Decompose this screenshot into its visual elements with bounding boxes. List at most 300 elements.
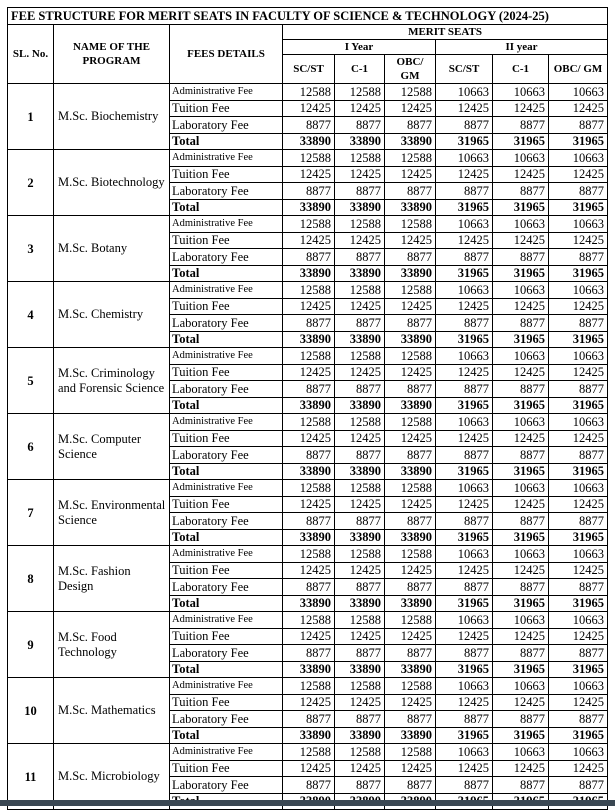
- fee-type-label: Administrative Fee: [170, 546, 283, 563]
- fee-amount: 10663: [493, 678, 549, 695]
- fee-amount: 8877: [385, 249, 436, 266]
- fee-amount: 12425: [385, 430, 436, 447]
- program-name: M.Sc. Chemistry: [54, 282, 170, 348]
- fee-amount: 12425: [493, 364, 549, 381]
- fee-amount: 12588: [283, 84, 335, 101]
- fee-amount: 10663: [493, 216, 549, 233]
- fee-amount: 12425: [283, 100, 335, 117]
- fee-amount: 10663: [493, 348, 549, 365]
- fee-amount: 12425: [436, 166, 493, 183]
- fee-type-label: Administrative Fee: [170, 282, 283, 299]
- serial-number: 8: [8, 546, 54, 612]
- total-label: Total: [170, 727, 283, 744]
- fee-amount: 12425: [335, 298, 385, 315]
- table-row: [8, 282, 608, 299]
- fee-amount: 12425: [436, 232, 493, 249]
- fee-amount: 12425: [436, 562, 493, 579]
- fee-amount: 8877: [436, 249, 493, 266]
- fee-amount: 8877: [549, 447, 608, 464]
- fee-amount: 12425: [385, 232, 436, 249]
- fee-amount: 12588: [283, 282, 335, 299]
- total-amount: 33890: [335, 727, 385, 744]
- fee-type-label: Administrative Fee: [170, 216, 283, 233]
- serial-number: 11: [8, 744, 54, 810]
- fee-type-label: Tuition Fee: [170, 166, 283, 183]
- fee-amount: 12425: [335, 364, 385, 381]
- fee-type-label: Tuition Fee: [170, 628, 283, 645]
- fee-type-label: Tuition Fee: [170, 562, 283, 579]
- total-amount: 33890: [283, 529, 335, 546]
- fee-table-body: [8, 84, 608, 810]
- category-header: C-1: [493, 55, 549, 84]
- fee-amount: 8877: [493, 315, 549, 332]
- fee-amount: 8877: [436, 447, 493, 464]
- fee-type-label: Laboratory Fee: [170, 513, 283, 530]
- fee-amount: 8877: [493, 513, 549, 530]
- fee-amount: 12425: [385, 562, 436, 579]
- fee-amount: 10663: [436, 348, 493, 365]
- page-title: FEE STRUCTURE FOR MERIT SEATS IN FACULTY OF SCIENCE & TECHNOLOGY (2024-25): [8, 8, 608, 25]
- fee-amount: 8877: [335, 711, 385, 728]
- fee-amount: 12588: [385, 282, 436, 299]
- total-amount: 33890: [283, 727, 335, 744]
- total-amount: 31965: [549, 397, 608, 414]
- total-amount: 31965: [436, 529, 493, 546]
- table-row: [8, 84, 608, 101]
- fee-amount: 10663: [436, 744, 493, 761]
- fee-amount: 12425: [335, 100, 385, 117]
- fee-type-label: Tuition Fee: [170, 760, 283, 777]
- fee-amount: 10663: [493, 282, 549, 299]
- total-amount: 31965: [493, 727, 549, 744]
- serial-number: 6: [8, 414, 54, 480]
- fee-amount: 12425: [283, 496, 335, 513]
- fee-amount: 8877: [493, 183, 549, 200]
- fees-header: FEES DETAILS: [170, 25, 283, 84]
- fee-amount: 10663: [436, 612, 493, 629]
- program-name: M.Sc. Biotechnology: [54, 150, 170, 216]
- fee-amount: 8877: [335, 249, 385, 266]
- fee-amount: 12425: [335, 760, 385, 777]
- fee-amount: 12425: [436, 694, 493, 711]
- program-name: M.Sc. Microbiology: [54, 744, 170, 810]
- total-amount: 31965: [549, 727, 608, 744]
- fee-amount: 12588: [335, 414, 385, 431]
- fee-type-label: Tuition Fee: [170, 364, 283, 381]
- fee-amount: 12425: [385, 100, 436, 117]
- program-name: M.Sc. Computer Science: [54, 414, 170, 480]
- program-name: M.Sc. Environmental Science: [54, 480, 170, 546]
- fee-amount: 12588: [283, 414, 335, 431]
- fee-amount: 8877: [283, 249, 335, 266]
- total-amount: 33890: [283, 661, 335, 678]
- fee-type-label: Laboratory Fee: [170, 315, 283, 332]
- fee-type-label: Laboratory Fee: [170, 117, 283, 134]
- fee-amount: 12425: [283, 430, 335, 447]
- fee-amount: 10663: [436, 414, 493, 431]
- total-label: Total: [170, 265, 283, 282]
- table-row: [8, 744, 608, 761]
- fee-amount: 12588: [283, 678, 335, 695]
- fee-amount: 12588: [385, 744, 436, 761]
- fee-amount: 8877: [436, 513, 493, 530]
- total-label: Total: [170, 661, 283, 678]
- fee-amount: 10663: [436, 84, 493, 101]
- fee-type-label: Administrative Fee: [170, 744, 283, 761]
- fee-amount: 12588: [385, 612, 436, 629]
- fee-amount: 10663: [436, 678, 493, 695]
- total-label: Total: [170, 133, 283, 150]
- total-amount: 31965: [493, 595, 549, 612]
- fee-amount: 12425: [549, 496, 608, 513]
- total-amount: 33890: [385, 133, 436, 150]
- fee-amount: 12425: [493, 298, 549, 315]
- fee-amount: 10663: [549, 546, 608, 563]
- fee-amount: 8877: [493, 645, 549, 662]
- total-amount: 31965: [549, 595, 608, 612]
- fee-amount: 12425: [335, 628, 385, 645]
- fee-amount: 8877: [335, 447, 385, 464]
- serial-number: 5: [8, 348, 54, 414]
- fee-amount: 8877: [436, 117, 493, 134]
- fee-amount: 12425: [283, 628, 335, 645]
- fee-amount: 10663: [493, 546, 549, 563]
- fee-amount: 10663: [493, 414, 549, 431]
- fee-amount: 12588: [385, 150, 436, 167]
- fee-amount: 12425: [385, 166, 436, 183]
- fee-amount: 10663: [549, 612, 608, 629]
- fee-amount: 12425: [385, 364, 436, 381]
- fee-amount: 12425: [385, 298, 436, 315]
- fee-amount: 12588: [335, 612, 385, 629]
- fee-amount: 12588: [283, 150, 335, 167]
- fee-type-label: Laboratory Fee: [170, 579, 283, 596]
- fee-amount: 12425: [493, 430, 549, 447]
- fee-amount: 12425: [283, 298, 335, 315]
- fee-amount: 10663: [436, 282, 493, 299]
- fee-amount: 8877: [436, 711, 493, 728]
- fee-type-label: Laboratory Fee: [170, 447, 283, 464]
- fee-amount: 10663: [436, 150, 493, 167]
- fee-amount: 8877: [385, 711, 436, 728]
- fee-amount: 8877: [436, 777, 493, 794]
- fee-amount: 8877: [549, 381, 608, 398]
- fee-amount: 12425: [493, 496, 549, 513]
- fee-amount: 8877: [549, 117, 608, 134]
- fee-amount: 10663: [549, 348, 608, 365]
- fee-amount: 12425: [549, 430, 608, 447]
- fee-amount: 12588: [335, 744, 385, 761]
- fee-amount: 8877: [283, 777, 335, 794]
- fee-amount: 8877: [335, 381, 385, 398]
- fee-amount: 12588: [385, 546, 436, 563]
- total-amount: 33890: [283, 199, 335, 216]
- total-amount: 33890: [283, 331, 335, 348]
- total-amount: 31965: [436, 331, 493, 348]
- total-label: Total: [170, 463, 283, 480]
- fee-amount: 12425: [436, 496, 493, 513]
- table-row: [8, 546, 608, 563]
- fee-amount: 12425: [436, 628, 493, 645]
- serial-number: 4: [8, 282, 54, 348]
- total-amount: 33890: [335, 529, 385, 546]
- category-header: SC/ST: [283, 55, 335, 84]
- category-header: OBC/ GM: [549, 55, 608, 84]
- total-amount: 31965: [493, 397, 549, 414]
- year2-header: II year: [436, 40, 608, 55]
- fee-amount: 12425: [335, 166, 385, 183]
- fee-amount: 10663: [549, 282, 608, 299]
- fee-amount: 12588: [335, 348, 385, 365]
- fee-amount: 8877: [283, 645, 335, 662]
- fee-amount: 12588: [385, 414, 436, 431]
- total-amount: 31965: [549, 133, 608, 150]
- total-label: Total: [170, 199, 283, 216]
- fee-amount: 10663: [549, 480, 608, 497]
- fee-type-label: Administrative Fee: [170, 84, 283, 101]
- fee-amount: 12425: [549, 298, 608, 315]
- fee-amount: 8877: [335, 117, 385, 134]
- fee-amount: 12425: [493, 628, 549, 645]
- fee-amount: 12425: [283, 232, 335, 249]
- fee-amount: 8877: [283, 315, 335, 332]
- total-amount: 31965: [549, 199, 608, 216]
- total-amount: 33890: [283, 595, 335, 612]
- fee-amount: 12588: [335, 546, 385, 563]
- fee-amount: 10663: [493, 84, 549, 101]
- fee-amount: 12425: [493, 100, 549, 117]
- fee-amount: 12425: [549, 760, 608, 777]
- fee-amount: 10663: [493, 480, 549, 497]
- fee-amount: 12425: [549, 232, 608, 249]
- fee-amount: 12588: [283, 480, 335, 497]
- fee-amount: 8877: [335, 777, 385, 794]
- fee-amount: 12425: [549, 562, 608, 579]
- total-amount: 33890: [385, 529, 436, 546]
- category-header: SC/ST: [436, 55, 493, 84]
- total-label: Total: [170, 595, 283, 612]
- merit-seats-header: MERIT SEATS: [283, 25, 608, 40]
- fee-amount: 12425: [549, 694, 608, 711]
- fee-amount: 12588: [283, 612, 335, 629]
- total-amount: 33890: [385, 727, 436, 744]
- total-amount: 33890: [335, 331, 385, 348]
- total-amount: 31965: [436, 199, 493, 216]
- fee-amount: 12588: [283, 744, 335, 761]
- fee-type-label: Tuition Fee: [170, 694, 283, 711]
- total-amount: 31965: [493, 463, 549, 480]
- fee-amount: 10663: [549, 84, 608, 101]
- fee-amount: 12425: [283, 562, 335, 579]
- total-amount: 33890: [385, 199, 436, 216]
- fee-amount: 8877: [283, 579, 335, 596]
- fee-amount: 10663: [549, 414, 608, 431]
- fee-type-label: Laboratory Fee: [170, 645, 283, 662]
- fee-amount: 8877: [283, 447, 335, 464]
- total-amount: 33890: [335, 133, 385, 150]
- program-header: NAME OF THE PROGRAM: [54, 25, 170, 84]
- total-amount: 33890: [335, 397, 385, 414]
- total-amount: 33890: [283, 133, 335, 150]
- fee-amount: 12425: [283, 364, 335, 381]
- fee-amount: 12588: [335, 282, 385, 299]
- fee-amount: 12425: [436, 100, 493, 117]
- serial-number: 1: [8, 84, 54, 150]
- fee-amount: 12425: [493, 694, 549, 711]
- fee-amount: 8877: [385, 579, 436, 596]
- fee-type-label: Laboratory Fee: [170, 777, 283, 794]
- fee-amount: 8877: [385, 513, 436, 530]
- fee-amount: 12425: [436, 298, 493, 315]
- fee-amount: 8877: [549, 711, 608, 728]
- total-amount: 31965: [436, 595, 493, 612]
- fee-amount: 8877: [549, 315, 608, 332]
- sl-header: SL. No.: [8, 25, 54, 84]
- fee-amount: 10663: [436, 216, 493, 233]
- program-name: M.Sc. Criminology and Forensic Science: [54, 348, 170, 414]
- fee-amount: 8877: [283, 117, 335, 134]
- program-name: M.Sc. Biochemistry: [54, 84, 170, 150]
- fee-type-label: Administrative Fee: [170, 480, 283, 497]
- fee-amount: 8877: [549, 249, 608, 266]
- total-amount: 33890: [335, 661, 385, 678]
- fee-type-label: Administrative Fee: [170, 150, 283, 167]
- fee-amount: 8877: [436, 579, 493, 596]
- fee-type-label: Laboratory Fee: [170, 249, 283, 266]
- fee-type-label: Administrative Fee: [170, 678, 283, 695]
- total-amount: 31965: [436, 463, 493, 480]
- fee-amount: 12588: [335, 480, 385, 497]
- fee-amount: 8877: [493, 777, 549, 794]
- fee-amount: 8877: [335, 513, 385, 530]
- fee-amount: 8877: [385, 315, 436, 332]
- total-amount: 33890: [385, 595, 436, 612]
- fee-amount: 8877: [436, 315, 493, 332]
- program-name: M.Sc. Botany: [54, 216, 170, 282]
- total-amount: 33890: [335, 265, 385, 282]
- total-amount: 31965: [436, 265, 493, 282]
- fee-amount: 8877: [549, 777, 608, 794]
- fee-amount: 8877: [549, 579, 608, 596]
- fee-amount: 12588: [283, 216, 335, 233]
- fee-amount: 12588: [385, 480, 436, 497]
- fee-amount: 10663: [436, 546, 493, 563]
- bottom-bar: [0, 800, 615, 806]
- fee-amount: 12588: [335, 678, 385, 695]
- total-amount: 31965: [493, 661, 549, 678]
- fee-amount: 8877: [493, 117, 549, 134]
- fee-amount: 12588: [335, 216, 385, 233]
- category-header: OBC/ GM: [385, 55, 436, 84]
- fee-amount: 12588: [335, 84, 385, 101]
- fee-amount: 8877: [335, 315, 385, 332]
- fee-type-label: Laboratory Fee: [170, 711, 283, 728]
- fee-amount: 12588: [385, 348, 436, 365]
- total-amount: 31965: [549, 463, 608, 480]
- fee-amount: 8877: [385, 117, 436, 134]
- fee-amount: 8877: [493, 249, 549, 266]
- fee-amount: 12425: [283, 760, 335, 777]
- total-label: Total: [170, 529, 283, 546]
- program-name: M.Sc. Food Technology: [54, 612, 170, 678]
- fee-type-label: Laboratory Fee: [170, 183, 283, 200]
- category-header: C-1: [335, 55, 385, 84]
- fee-amount: 12425: [436, 430, 493, 447]
- fee-amount: 8877: [283, 381, 335, 398]
- total-label: Total: [170, 397, 283, 414]
- total-amount: 31965: [493, 265, 549, 282]
- table-row: [8, 612, 608, 629]
- total-amount: 31965: [493, 331, 549, 348]
- fee-amount: 12588: [335, 150, 385, 167]
- total-amount: 31965: [549, 529, 608, 546]
- fee-amount: 12425: [493, 760, 549, 777]
- fee-amount: 12425: [385, 760, 436, 777]
- fee-amount: 8877: [385, 447, 436, 464]
- fee-amount: 10663: [549, 216, 608, 233]
- total-amount: 33890: [283, 463, 335, 480]
- table-row: [8, 480, 608, 497]
- fee-table: [7, 7, 608, 810]
- fee-amount: 12588: [283, 546, 335, 563]
- serial-number: 9: [8, 612, 54, 678]
- serial-number: 3: [8, 216, 54, 282]
- table-row: [8, 150, 608, 167]
- program-name: M.Sc. Fashion Design: [54, 546, 170, 612]
- total-label: Total: [170, 331, 283, 348]
- fee-amount: 8877: [335, 645, 385, 662]
- fee-amount: 12425: [335, 562, 385, 579]
- fee-amount: 8877: [335, 579, 385, 596]
- fee-structure-document: [7, 7, 607, 810]
- fee-amount: 10663: [493, 150, 549, 167]
- fee-amount: 8877: [549, 183, 608, 200]
- fee-amount: 8877: [549, 645, 608, 662]
- total-amount: 31965: [549, 265, 608, 282]
- fee-amount: 12425: [493, 232, 549, 249]
- fee-amount: 8877: [436, 381, 493, 398]
- table-row: [8, 678, 608, 695]
- fee-amount: 8877: [493, 447, 549, 464]
- fee-amount: 12588: [385, 84, 436, 101]
- fee-type-label: Tuition Fee: [170, 232, 283, 249]
- fee-amount: 8877: [335, 183, 385, 200]
- total-amount: 33890: [335, 199, 385, 216]
- fee-amount: 8877: [385, 645, 436, 662]
- fee-type-label: Laboratory Fee: [170, 381, 283, 398]
- fee-amount: 12425: [385, 496, 436, 513]
- total-amount: 31965: [493, 529, 549, 546]
- fee-amount: 12425: [493, 562, 549, 579]
- total-amount: 31965: [436, 661, 493, 678]
- fee-amount: 12425: [335, 430, 385, 447]
- fee-amount: 10663: [549, 744, 608, 761]
- fee-type-label: Tuition Fee: [170, 298, 283, 315]
- total-amount: 31965: [493, 133, 549, 150]
- fee-amount: 12425: [549, 166, 608, 183]
- fee-amount: 12425: [385, 628, 436, 645]
- fee-amount: 12425: [436, 364, 493, 381]
- fee-amount: 12425: [283, 694, 335, 711]
- fee-amount: 12425: [549, 364, 608, 381]
- year1-header: I Year: [283, 40, 436, 55]
- fee-type-label: Administrative Fee: [170, 414, 283, 431]
- fee-amount: 8877: [549, 513, 608, 530]
- fee-amount: 8877: [436, 645, 493, 662]
- fee-amount: 8877: [283, 183, 335, 200]
- fee-amount: 10663: [549, 678, 608, 695]
- fee-amount: 12425: [436, 760, 493, 777]
